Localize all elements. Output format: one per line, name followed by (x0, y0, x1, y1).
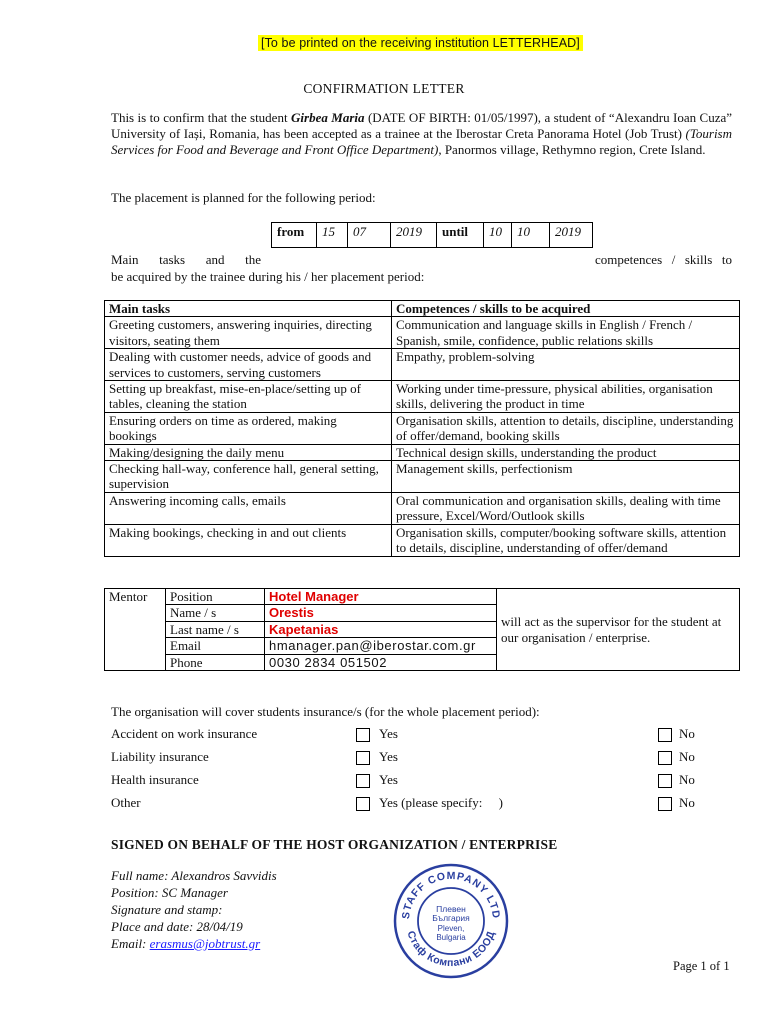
tasks-table (104, 300, 740, 557)
skills-cell: Technical design skills, understanding the product (392, 444, 740, 460)
task-cell: Checking hall-way, conference hall, general setting, supervision (105, 461, 392, 493)
table-row (105, 492, 740, 524)
task-cell: Greeting customers, answering inquiries, directing visitors, seating them (105, 317, 392, 349)
yes-label: Yes (379, 726, 398, 741)
company-stamp (392, 862, 510, 980)
stamp-center-line-2: България (432, 913, 470, 923)
skills-cell: Management skills, perfectionism (392, 461, 740, 493)
no-checkbox[interactable] (658, 774, 672, 788)
table-row (105, 524, 740, 556)
table-row (105, 412, 740, 444)
yes-checkbox[interactable] (356, 774, 370, 788)
intro-text-2: (DATE OF BIRTH: 01/05/1997), a student of “Alexandru Ioan Cuza” University of Iași, Romania, has been accepted as a trainee at the Iberostar Creta Panorama Hotel (Job Trust) (111, 110, 733, 141)
word: competences (595, 252, 663, 267)
word: Main (111, 252, 139, 267)
no-checkbox[interactable] (658, 728, 672, 742)
insurance-label: Accident on work insurance (111, 726, 258, 741)
insurance-label: Liability insurance (111, 749, 209, 764)
signatory-email-line (111, 935, 277, 952)
yes-checkbox[interactable] (356, 751, 370, 765)
student-name: Girbea Maria (291, 110, 365, 125)
position-value: Hotel Manager (265, 589, 497, 605)
table-row (105, 381, 740, 413)
insurance-row-accident (111, 726, 731, 744)
insurance-row-other (111, 795, 731, 813)
until-day: 10 (484, 223, 512, 248)
word: / (671, 252, 676, 267)
yes-checkbox[interactable] (356, 728, 370, 742)
intro-text-1: This is to confirm that the student (111, 110, 292, 125)
skills-cell: Working under time-pressure, physical abilities, organisation skills, delivering the product in time (392, 381, 740, 413)
signatory-position: Position: SC Manager (111, 885, 228, 900)
from-label: from (272, 223, 317, 248)
table-row (105, 317, 740, 349)
signatory-name: Full name: Alexandros Savvidis (111, 868, 277, 883)
word: skills (684, 252, 713, 267)
letterhead-note: [To be printed on the receiving institution LETTERHEAD] (258, 35, 583, 51)
period-table (271, 222, 593, 248)
from-day: 15 (317, 223, 348, 248)
signature-block (111, 867, 277, 952)
no-label: No (679, 795, 695, 810)
email-value: hmanager.pan@iberostar.com.gr (265, 638, 497, 654)
insurance-row-liability (111, 749, 731, 767)
from-month: 07 (348, 223, 391, 248)
yes-label: Yes (379, 749, 398, 764)
intro-paragraph (111, 110, 732, 158)
stamp-center-line-1: Плевен (436, 904, 466, 914)
no-label: No (679, 749, 695, 764)
insurance-label: Other (111, 795, 141, 810)
skills-cell: Organisation skills, computer/booking software skills, attention to details, discipline, understanding of offer/demand (392, 524, 740, 556)
until-month: 10 (512, 223, 550, 248)
name-value: Orestis (265, 605, 497, 621)
skills-cell: Oral communication and organisation skills, dealing with time pressure, Excel/Word/Outlook skills (392, 492, 740, 524)
email-label: Email (166, 638, 265, 654)
signature-stamp-label: Signature and stamp: (111, 902, 223, 917)
stamp-center-line-3: Pleven, (437, 924, 465, 933)
place-date: Place and date: 28/04/19 (111, 919, 243, 934)
name-label: Name / s (166, 605, 265, 621)
intro-text-3: , Panormos village, Rethymno region, Crete Island. (438, 142, 706, 157)
signatory-email-link[interactable]: erasmus@jobtrust.gr (149, 936, 261, 951)
signed-heading: SIGNED ON BEHALF OF THE HOST ORGANIZATION / ENTERPRISE (111, 837, 558, 852)
stamp-bottom-text: Стаф Компани ЕООД (404, 929, 498, 970)
word: and (205, 252, 225, 267)
skills-cell: Organisation skills, attention to details, discipline, understanding of offer/demand, booking skills (392, 412, 740, 444)
table-row (105, 444, 740, 460)
email-line-label: Email: (111, 936, 150, 951)
lastname-value: Kapetanias (265, 621, 497, 637)
insurance-label: Health insurance (111, 772, 199, 787)
task-cell: Ensuring orders on time as ordered, making bookings (105, 412, 392, 444)
tasks-header-row (105, 301, 740, 317)
no-label: No (679, 772, 695, 787)
lastname-label: Last name / s (166, 621, 265, 637)
no-checkbox[interactable] (658, 751, 672, 765)
mentor-note: will act as the supervisor for the student at our organisation / enterprise. (497, 589, 740, 671)
word: tasks (159, 252, 186, 267)
placement-text: The placement is planned for the following period: (111, 190, 376, 205)
task-cell: Setting up breakfast, mise-en-place/setting up of tables, cleaning the station (105, 381, 392, 413)
page-number: Page 1 of 1 (673, 959, 730, 973)
word: the (245, 252, 261, 267)
until-year: 2019 (550, 223, 593, 248)
tasks-intro-left (111, 252, 261, 268)
stamp-center-line-4: Bulgaria (436, 933, 466, 942)
phone-label: Phone (166, 654, 265, 670)
task-cell: Making bookings, checking in and out clients (105, 524, 392, 556)
yes-label: Yes (379, 772, 398, 787)
mentor-label: Mentor (105, 589, 166, 671)
skills-cell: Empathy, problem-solving (392, 349, 740, 381)
task-cell: Answering incoming calls, emails (105, 492, 392, 524)
tasks-intro-line2: be acquired by the trainee during his / her placement period: (111, 269, 425, 284)
tasks-intro-right (595, 252, 732, 268)
task-cell: Making/designing the daily menu (105, 444, 392, 460)
from-year: 2019 (391, 223, 437, 248)
no-label: No (679, 726, 695, 741)
position-label: Position (166, 589, 265, 605)
department-text: (Tourism Services for Food and Beverage and Front Office Department) (111, 126, 732, 157)
word: to (721, 252, 732, 267)
yes-specify-label: Yes (please specify: ) (379, 795, 503, 810)
insurance-heading: The organisation will cover students insurance/s (for the whole placement period): (111, 704, 540, 719)
stamp-top-text: STAFF COMPANY LTD (399, 869, 503, 920)
phone-value: 0030 2834 051502 (265, 654, 497, 670)
yes-checkbox[interactable] (356, 797, 370, 811)
mentor-row-position (105, 589, 740, 605)
col-header-skills: Competences / skills to be acquired (392, 301, 740, 317)
table-row (105, 349, 740, 381)
no-checkbox[interactable] (658, 797, 672, 811)
insurance-row-health (111, 772, 731, 790)
task-cell: Dealing with customer needs, advice of goods and services to customers, serving customers (105, 349, 392, 381)
col-header-tasks: Main tasks (105, 301, 392, 317)
mentor-table (104, 588, 740, 671)
page-title: CONFIRMATION LETTER (303, 81, 465, 96)
table-row (105, 461, 740, 493)
skills-cell: Communication and language skills in English / French / Spanish, smile, confidence, public relations skills (392, 317, 740, 349)
until-label: until (437, 223, 484, 248)
